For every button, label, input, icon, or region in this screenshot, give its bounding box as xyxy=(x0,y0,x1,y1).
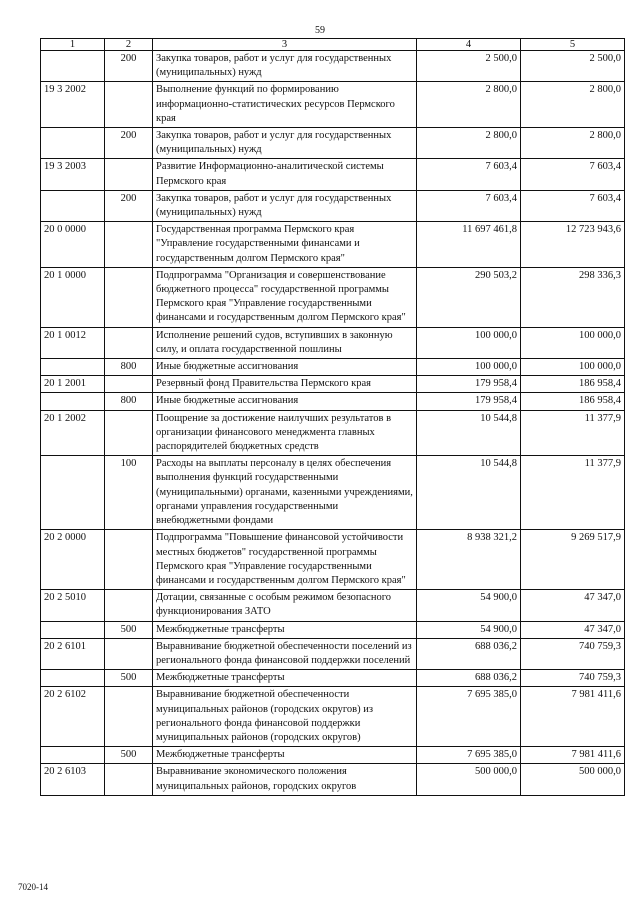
row-expense-type-cell: 100 xyxy=(105,456,153,530)
table-row xyxy=(41,530,625,590)
table-row xyxy=(41,764,625,795)
budget-table xyxy=(40,38,625,796)
column-header: 4 xyxy=(417,39,521,51)
row-value-year2-cell: 7 981 411,6 xyxy=(521,687,625,747)
row-code-cell xyxy=(41,359,105,376)
table-row xyxy=(41,747,625,764)
row-value-year1-cell: 688 036,2 xyxy=(417,670,521,687)
row-value-year1-cell: 11 697 461,8 xyxy=(417,222,521,268)
table-row xyxy=(41,590,625,621)
row-value-year2-cell: 47 347,0 xyxy=(521,621,625,638)
row-value-year1-cell: 500 000,0 xyxy=(417,764,521,795)
row-value-year1-cell: 688 036,2 xyxy=(417,638,521,669)
table-row xyxy=(41,621,625,638)
row-expense-type-cell xyxy=(105,687,153,747)
row-expense-type-cell: 500 xyxy=(105,621,153,638)
row-code-cell: 20 0 0000 xyxy=(41,222,105,268)
row-description-cell: Развитие Информационно-аналитической системы Пермского края xyxy=(153,159,417,190)
table-row xyxy=(41,128,625,159)
row-expense-type-cell xyxy=(105,410,153,456)
row-expense-type-cell: 200 xyxy=(105,128,153,159)
row-code-cell: 20 2 6103 xyxy=(41,764,105,795)
row-value-year1-cell: 10 544,8 xyxy=(417,456,521,530)
row-description-cell: Подпрограмма "Организация и совершенствование бюджетного процесса" государственной программы Пермского края "Управление государственными финансами и государственным долгом Пермского края" xyxy=(153,267,417,327)
row-code-cell: 20 1 2001 xyxy=(41,376,105,393)
row-value-year1-cell: 8 938 321,2 xyxy=(417,530,521,590)
row-description-cell: Резервный фонд Правительства Пермского края xyxy=(153,376,417,393)
row-value-year1-cell: 10 544,8 xyxy=(417,410,521,456)
row-expense-type-cell xyxy=(105,638,153,669)
column-header: 3 xyxy=(153,39,417,51)
row-description-cell: Выравнивание бюджетной обеспеченности поселений из регионального фонда финансовой поддержки поселений xyxy=(153,638,417,669)
row-code-cell: 20 1 0000 xyxy=(41,267,105,327)
column-header: 2 xyxy=(105,39,153,51)
row-value-year1-cell: 54 900,0 xyxy=(417,590,521,621)
row-code-cell: 20 1 0012 xyxy=(41,327,105,358)
row-value-year1-cell: 100 000,0 xyxy=(417,327,521,358)
table-row xyxy=(41,159,625,190)
row-code-cell xyxy=(41,456,105,530)
row-expense-type-cell xyxy=(105,159,153,190)
row-description-cell: Выравнивание экономического положения муниципальных районов, городских округов xyxy=(153,764,417,795)
table-row xyxy=(41,456,625,530)
column-header: 5 xyxy=(521,39,625,51)
row-value-year1-cell: 179 958,4 xyxy=(417,393,521,410)
row-value-year1-cell: 100 000,0 xyxy=(417,359,521,376)
table-row xyxy=(41,687,625,747)
row-expense-type-cell xyxy=(105,222,153,268)
row-expense-type-cell xyxy=(105,764,153,795)
table-row xyxy=(41,51,625,82)
row-code-cell xyxy=(41,747,105,764)
row-description-cell: Поощрение за достижение наилучших результатов в организации финансового менеджмента главных распорядителей бюджетных средств xyxy=(153,410,417,456)
row-expense-type-cell xyxy=(105,376,153,393)
row-value-year1-cell: 290 503,2 xyxy=(417,267,521,327)
row-value-year2-cell: 7 603,4 xyxy=(521,190,625,221)
row-expense-type-cell xyxy=(105,327,153,358)
row-value-year2-cell: 100 000,0 xyxy=(521,359,625,376)
row-expense-type-cell: 800 xyxy=(105,393,153,410)
row-description-cell: Межбюджетные трансферты xyxy=(153,747,417,764)
row-value-year1-cell: 7 695 385,0 xyxy=(417,687,521,747)
row-description-cell: Подпрограмма "Повышение финансовой устойчивости местных бюджетов" государственной программы Пермского края "Управление государственными финансами и государственным долгом Пермского края" xyxy=(153,530,417,590)
row-value-year1-cell: 2 800,0 xyxy=(417,82,521,128)
row-value-year1-cell: 7 603,4 xyxy=(417,159,521,190)
row-expense-type-cell xyxy=(105,590,153,621)
row-value-year2-cell: 7 981 411,6 xyxy=(521,747,625,764)
row-description-cell: Закупка товаров, работ и услуг для государственных (муниципальных) нужд xyxy=(153,190,417,221)
row-description-cell: Межбюджетные трансферты xyxy=(153,621,417,638)
row-code-cell: 20 2 6101 xyxy=(41,638,105,669)
row-code-cell xyxy=(41,670,105,687)
row-code-cell: 20 2 0000 xyxy=(41,530,105,590)
table-row xyxy=(41,376,625,393)
row-expense-type-cell: 200 xyxy=(105,190,153,221)
row-expense-type-cell xyxy=(105,82,153,128)
row-description-cell: Иные бюджетные ассигнования xyxy=(153,393,417,410)
row-value-year1-cell: 2 800,0 xyxy=(417,128,521,159)
page-number: 59 xyxy=(315,25,325,36)
table-row xyxy=(41,359,625,376)
row-description-cell: Иные бюджетные ассигнования xyxy=(153,359,417,376)
row-code-cell xyxy=(41,51,105,82)
row-code-cell: 20 2 6102 xyxy=(41,687,105,747)
row-value-year2-cell: 100 000,0 xyxy=(521,327,625,358)
row-description-cell: Межбюджетные трансферты xyxy=(153,670,417,687)
row-value-year2-cell: 11 377,9 xyxy=(521,456,625,530)
row-value-year2-cell: 186 958,4 xyxy=(521,376,625,393)
table-row xyxy=(41,410,625,456)
column-header: 1 xyxy=(41,39,105,51)
row-value-year2-cell: 740 759,3 xyxy=(521,638,625,669)
row-description-cell: Закупка товаров, работ и услуг для государственных (муниципальных) нужд xyxy=(153,51,417,82)
row-code-cell xyxy=(41,621,105,638)
row-value-year1-cell: 54 900,0 xyxy=(417,621,521,638)
row-value-year2-cell: 7 603,4 xyxy=(521,159,625,190)
table-row xyxy=(41,267,625,327)
row-value-year2-cell: 47 347,0 xyxy=(521,590,625,621)
row-description-cell: Расходы на выплаты персоналу в целях обеспечения выполнения функций государственными (муниципальными) органами, казенными учреждениями, органами управления государственными внебюджетными фондами xyxy=(153,456,417,530)
row-description-cell: Выравнивание бюджетной обеспеченности муниципальных районов (городских округов) из регионального фонда финансовой поддержки муниципальных районов (городских округов) xyxy=(153,687,417,747)
row-value-year2-cell: 298 336,3 xyxy=(521,267,625,327)
row-description-cell: Государственная программа Пермского края "Управление государственными финансами и государственным долгом Пермского края" xyxy=(153,222,417,268)
row-value-year2-cell: 11 377,9 xyxy=(521,410,625,456)
row-value-year2-cell: 500 000,0 xyxy=(521,764,625,795)
row-expense-type-cell xyxy=(105,267,153,327)
table-row xyxy=(41,327,625,358)
row-expense-type-cell: 500 xyxy=(105,670,153,687)
row-description-cell: Закупка товаров, работ и услуг для государственных (муниципальных) нужд xyxy=(153,128,417,159)
header-row xyxy=(41,39,625,51)
row-description-cell: Исполнение решений судов, вступивших в законную силу, и оплата государственной пошлины xyxy=(153,327,417,358)
row-value-year2-cell: 2 800,0 xyxy=(521,82,625,128)
row-code-cell: 20 1 2002 xyxy=(41,410,105,456)
table-row xyxy=(41,638,625,669)
row-expense-type-cell: 200 xyxy=(105,51,153,82)
row-value-year1-cell: 2 500,0 xyxy=(417,51,521,82)
row-value-year2-cell: 2 800,0 xyxy=(521,128,625,159)
row-expense-type-cell xyxy=(105,530,153,590)
row-value-year1-cell: 7 603,4 xyxy=(417,190,521,221)
row-code-cell: 20 2 5010 xyxy=(41,590,105,621)
row-value-year2-cell: 2 500,0 xyxy=(521,51,625,82)
row-code-cell: 19 3 2003 xyxy=(41,159,105,190)
row-expense-type-cell: 800 xyxy=(105,359,153,376)
row-description-cell: Выполнение функций по формированию информационно-статистических ресурсов Пермского края xyxy=(153,82,417,128)
row-value-year2-cell: 740 759,3 xyxy=(521,670,625,687)
table-row xyxy=(41,222,625,268)
table-row xyxy=(41,670,625,687)
row-code-cell: 19 3 2002 xyxy=(41,82,105,128)
row-value-year1-cell: 7 695 385,0 xyxy=(417,747,521,764)
row-value-year2-cell: 186 958,4 xyxy=(521,393,625,410)
row-description-cell: Дотации, связанные с особым режимом безопасного функционирования ЗАТО xyxy=(153,590,417,621)
row-code-cell xyxy=(41,393,105,410)
table-row xyxy=(41,190,625,221)
table-row xyxy=(41,393,625,410)
row-value-year2-cell: 12 723 943,6 xyxy=(521,222,625,268)
table-row xyxy=(41,82,625,128)
row-code-cell xyxy=(41,128,105,159)
footer-code: 7020-14 xyxy=(18,882,48,892)
row-expense-type-cell: 500 xyxy=(105,747,153,764)
row-value-year2-cell: 9 269 517,9 xyxy=(521,530,625,590)
row-code-cell xyxy=(41,190,105,221)
row-value-year1-cell: 179 958,4 xyxy=(417,376,521,393)
